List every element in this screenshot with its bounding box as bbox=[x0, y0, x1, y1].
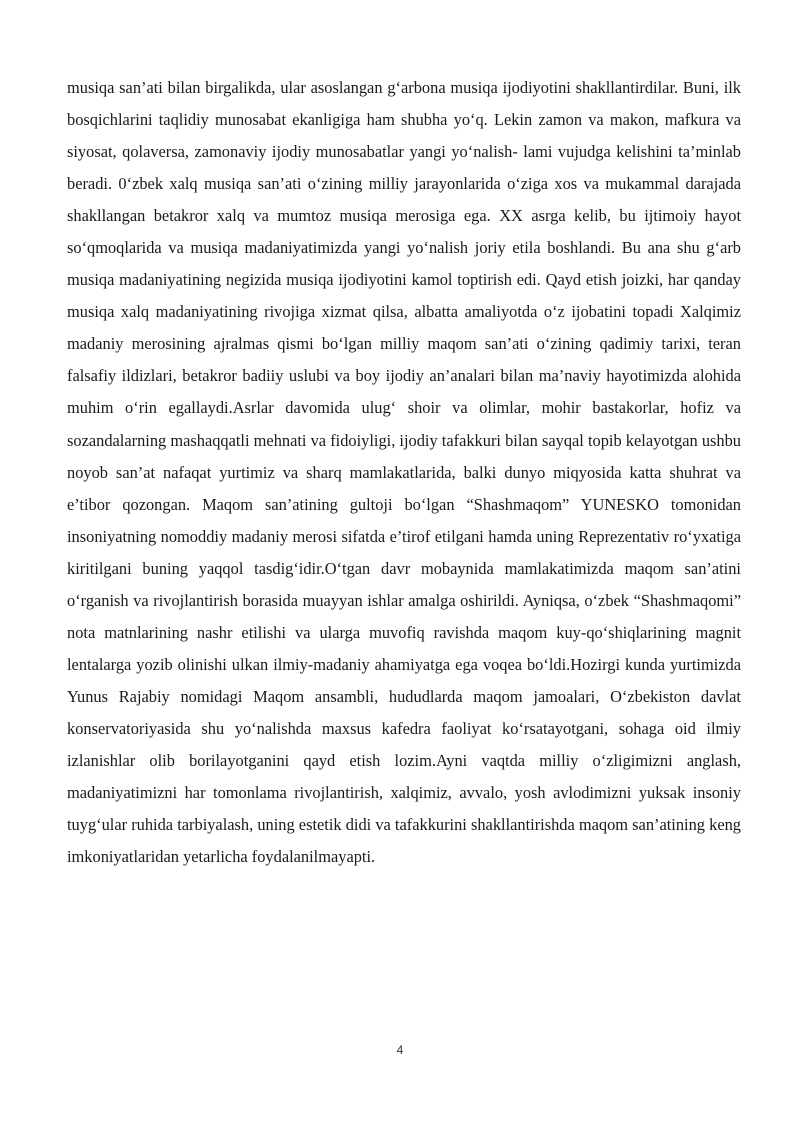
body-paragraph: musiqa san’ati bilan birgalikda, ular asoslangan g‘arbona musiqa ijodiyotini shakllantirdilar. Buni, ilk bosqichlarini taqlidiy munosabat ekanligiga ham shubha yo‘q. Lekin zamon va makon, mafkura va siyosat, qolaversa, zamonaviy ijodiy munosabatlar yangi yo‘nalish- lami vujudga kelishini ta’minlab beradi. 0‘zbek xalq musiqa san’ati o‘zining milliy jarayonlarida o‘ziga xos va mukammal darajada shakllangan betakror xalq va mumtoz musiqa merosiga ega. XX asrga kelib, bu ijtimoiy hayot so‘qmoqlarida va musiqa madaniyatimizda yangi yo‘nalish joriy etila boshlandi. Bu ana shu g‘arb musiqa madaniyatining negizida musiqa ijodiyotini kamol toptirish edi. Qayd etish joizki, har qanday musiqa xalq madaniyatining rivojiga xizmat qilsa, albatta amaliyotda o‘z ijobatini topadi Xalqimiz madaniy merosining ajralmas qismi bo‘lgan milliy maqom san’ati o‘zining qadimiy tarixi, teran falsafiy ildizlari, betakror badiiy uslubi va boy ijodiy an’analari bilan ma’naviy hayotimizda alohida muhim o‘rin egallaydi.Asrlar davomida ulug‘ shoir va olimlar, mohir bastakorlar, hofiz va sozandalarning mashaqqatli mehnati va fidoiyligi, ijodiy tafakkuri bilan sayqal topib kelayotgan ushbu noyob san’at nafaqat yurtimiz va sharq mamlakatlarida, balki dunyo miqyosida katta shuhrat va e’tibor qozongan. Maqom san’atining gultoji bo‘lgan “Shashmaqom” YUNESKO tomonidan insoniyatning nomoddiy madaniy merosi sifatda e’tirof etilgani hamda uning Reprezentativ ro‘yxatiga kiritilgani buning yaqqol tasdig‘idir.O‘tgan davr mobaynida mamlakatimizda maqom san’atini o‘rganish va rivojlantirish borasida muayyan ishlar amalga oshirildi. Ayniqsa, o‘zbek “Shashmaqomi” nota matnlarining nashr etilishi va ularga muvofiq ravishda maqom kuy-qo‘shiqlarining magnit lentalarga yozib olinishi ulkan ilmiy-madaniy ahamiyatga ega voqea bo‘ldi.Hozirgi kunda yurtimizda Yunus Rajabiy nomidagi Maqom ansambli, hududlarda maqom jamoalari, O‘zbekiston davlat konservatoriyasida shu yo‘nalishda maxsus kafedra faoliyat ko‘rsatayotgani, sohaga oid ilmiy izlanishlar olib borilayotganini qayd etish lozim.Ayni vaqtda milliy o‘zligimizni anglash, madaniyatimizni har tomonlama rivojlantirish, xalqimiz, avvalo, yosh avlodimizni yuksak insoniy tuyg‘ular ruhida tarbiyalash, uning estetik didi va tafakkurini shakllantirishda maqom san’atining keng imkoniyatlaridan yetarlicha foydalanilmayapti. bbox=[67, 78, 741, 867]
page-number: 4 bbox=[396, 1043, 404, 1057]
